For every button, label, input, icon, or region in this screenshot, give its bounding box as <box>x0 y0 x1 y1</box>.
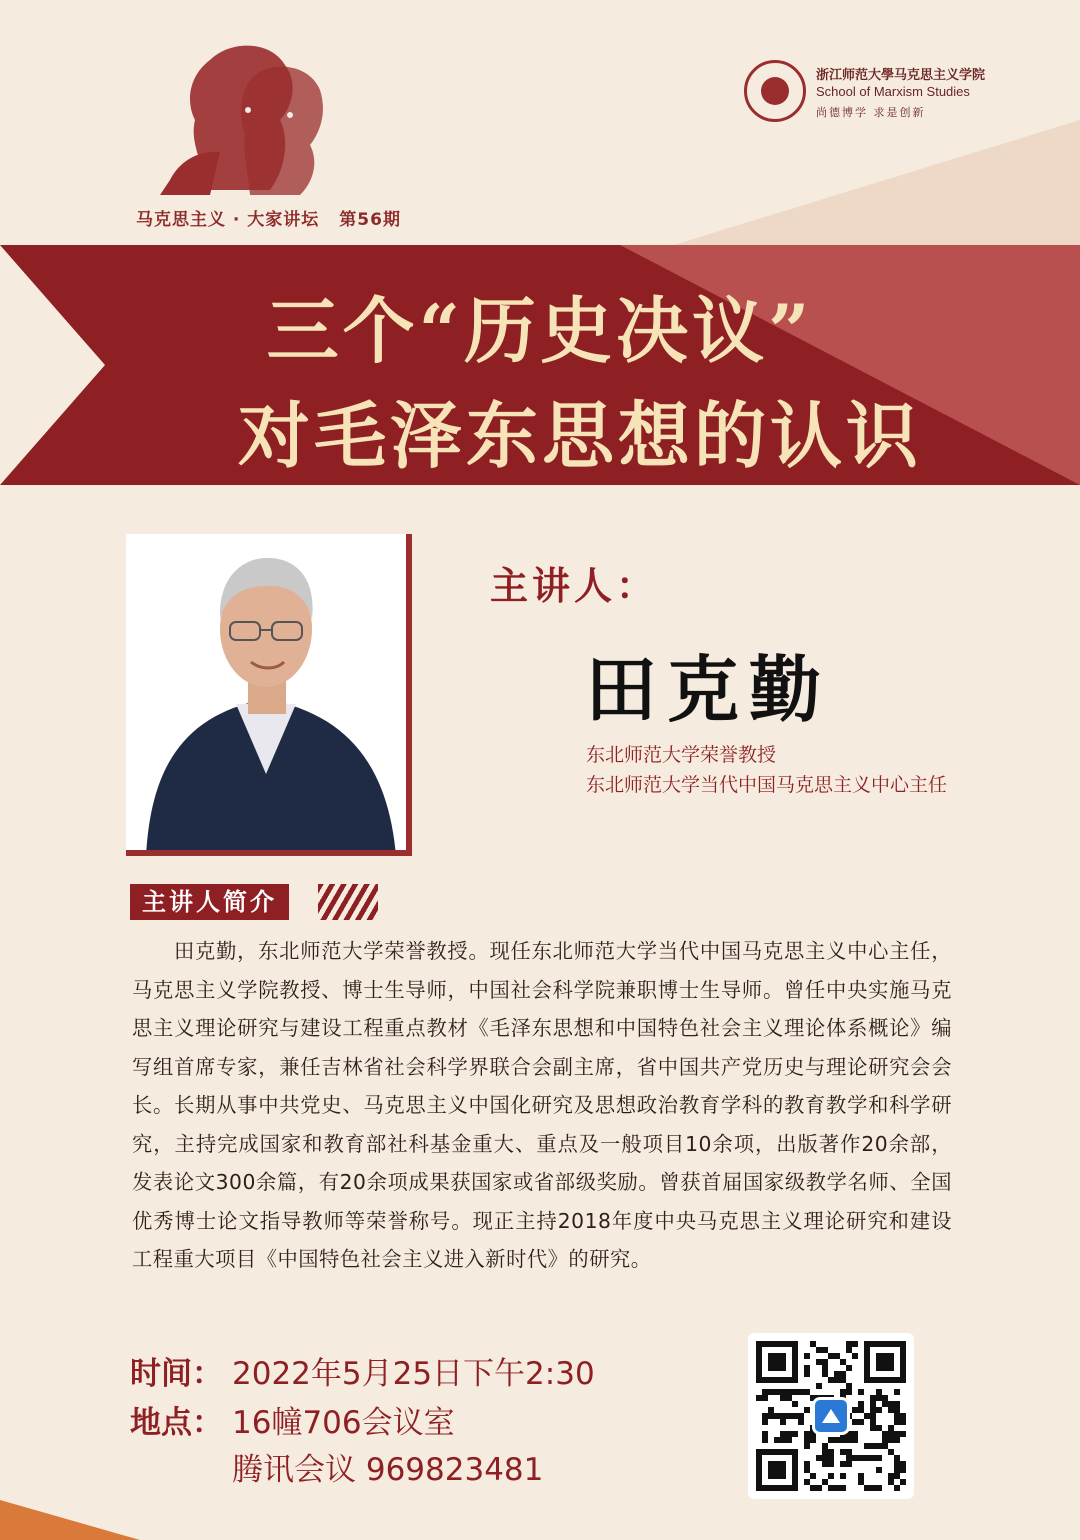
speaker-name: 田克勤 <box>585 647 832 732</box>
issue-number: 第56期 <box>339 210 401 230</box>
speaker-label: 主讲人： <box>490 564 659 608</box>
school-seal-icon <box>744 60 806 122</box>
time-label: 时间： <box>130 1356 223 1392</box>
bio-heading-stripes <box>318 884 378 920</box>
school-name-cn: 浙江师范大學马克思主义学院 <box>816 68 986 83</box>
speaker-portrait-image <box>126 534 412 856</box>
event-online-row <box>232 1444 543 1489</box>
bio-heading: 主讲人简介 <box>130 884 289 920</box>
speaker-title-2: 东北师范大学当代中国马克思主义中心主任 <box>586 774 948 796</box>
place-value: 16幢706会议室 <box>232 1405 455 1441</box>
title-line-1: 三个“历史决议” <box>266 288 814 373</box>
school-logo <box>744 60 984 126</box>
qr-code-icon[interactable] <box>748 1333 914 1499</box>
event-time-row <box>130 1348 595 1393</box>
online-meeting-value: 腾讯会议 969823481 <box>232 1452 544 1488</box>
school-name-en: School of Marxism Studies <box>816 84 970 99</box>
speaker-title-1: 东北师范大学荣誉教授 <box>586 744 777 766</box>
event-place-row <box>130 1397 455 1442</box>
marx-engels-portrait-icon <box>150 40 340 200</box>
forum-name: 马克思主义 · 大家讲坛 <box>136 210 320 230</box>
bio-heading-block <box>130 884 380 920</box>
time-value: 2022年5月25日下午2:30 <box>232 1356 595 1392</box>
speaker-photo <box>126 534 412 856</box>
forum-series-label <box>136 205 421 230</box>
school-motto: 尚德博学 求是创新 <box>816 106 926 119</box>
place-label: 地点： <box>130 1405 223 1441</box>
bio-text: 田克勤，东北师范大学荣誉教授。现任东北师范大学当代中国马克思主义中心主任，马克思主义学院教授、博士生导师，中国社会科学院兼职博士生导师。曾任中央实施马克思主义理论研究与建设工程重点教材《毛泽东思想和中国特色社会主义理论体系概论》编写组首席专家，兼任吉林省社会科学界联合会副主席，省中国共产党历史与理论研究会会长。长期从事中共党史、马克思主义中国化研究及思想政治教育学科的教育教学和科学研究，主持完成国家和教育部社科基金重大、重点及一般项目10余项，出版著作20余部，发表论文300余篇，有20余项成果获国家或省部级奖励。曾获首届国家级教学名师、全国优秀博士论文指导教师等荣誉称号。现正主持2018年度中央马克思主义理论研究和建设工程重大项目《中国特色社会主义进入新时代》的研究。 <box>132 939 952 1271</box>
tencent-meeting-icon <box>812 1397 850 1435</box>
decorative-corner <box>0 1500 140 1540</box>
title-line-2: 对毛泽东思想的认识 <box>237 393 922 478</box>
